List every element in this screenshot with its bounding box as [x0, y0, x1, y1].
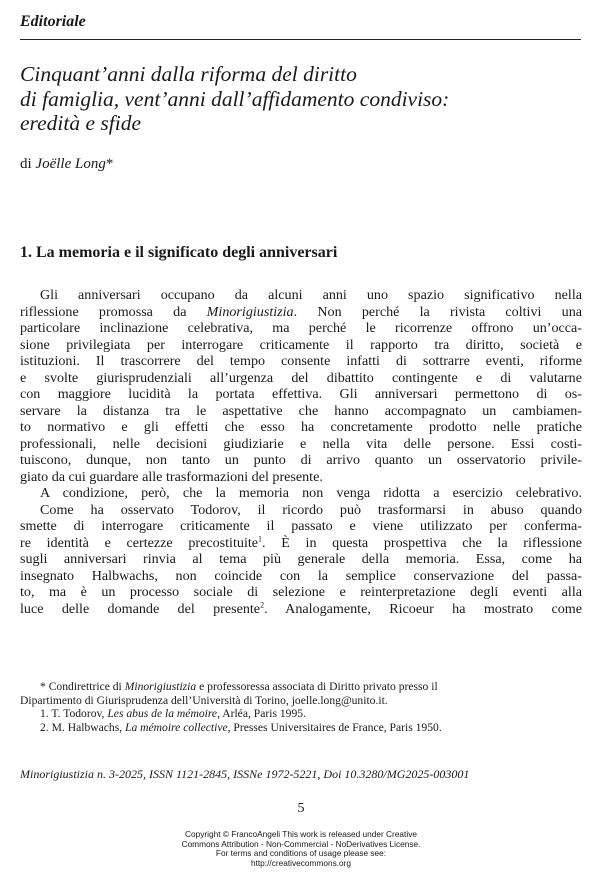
italic-text: La mémoire collective	[125, 720, 228, 734]
body-line	[20, 551, 582, 568]
text-run: sione privilegiata per interrogare criticamente il rapporto tra diritto, società e	[20, 336, 582, 353]
header-rule	[20, 39, 581, 40]
page-number: 5	[297, 801, 305, 816]
article-title	[20, 62, 582, 136]
text-run: . Non perché la rivista coltivi una	[293, 303, 582, 320]
body-line	[20, 485, 582, 502]
text-run: e professoressa associata di Diritto privato presso il	[196, 680, 438, 693]
text-run: riflessione promossa da	[20, 303, 207, 320]
section-tag: Editoriale	[20, 13, 86, 30]
body-line	[20, 386, 582, 403]
body-line	[20, 518, 582, 535]
text-run: . È in questa prospettiva che la riflessione	[262, 534, 582, 551]
copyright-line: Copyright © FrancoAngeli This work is released under Creative	[185, 829, 417, 839]
text-run: sugli anniversari rinvia al tema più generale della memoria. Essa, come ha	[20, 551, 582, 567]
italic-text: Minorigiustizia	[206, 303, 294, 320]
text-run: A condizione, però, che la memoria non venga ridotta a esercizio celebrativo.	[40, 485, 582, 501]
copyright-line: For terms and conditions of usage please see:	[215, 848, 387, 859]
body-line	[20, 436, 582, 453]
body-line	[20, 403, 582, 420]
text-run: . Analogamente, Ricoeur ha mostrato come	[264, 600, 583, 617]
author-line	[20, 156, 113, 173]
text-run: luce delle domande del presente	[20, 600, 261, 617]
body-line	[20, 502, 582, 519]
text-run: insegnato Halbwachs, non coincide con la semplice conservazione del passa-	[20, 567, 582, 584]
copyright-line: http://creativecommons.org	[250, 857, 352, 868]
section-heading: 1. La memoria e il significato degli anniversari	[20, 244, 338, 261]
author-name: Joëlle Long	[35, 156, 106, 172]
text-run: smette di interrogare criticamente il passato e viene utilizzato per conferma-	[20, 518, 582, 534]
text-run: professionali, nelle decisioni giudiziarie e nella vita delle persone. Essi costi-	[20, 435, 582, 452]
text-run: Dipartimento di Giurisprudenza dell’Università di Torino, joelle.long@unito.it.	[20, 693, 388, 707]
text-run: e svolte giurisprudenziali all’urgenza del dibattito contingente e di valutarne	[20, 369, 582, 386]
body-line	[20, 584, 582, 601]
body-line	[20, 568, 582, 585]
text-run: , Presses Universitaires de France, Paris 1950.	[227, 720, 442, 734]
text-run: tuiscono, dunque, non tanto un punto di arrivo quanto un osservatorio privile-	[20, 452, 582, 468]
body-line	[20, 469, 582, 486]
body-line	[20, 353, 582, 370]
footnotes	[20, 680, 582, 734]
body-line	[20, 304, 582, 321]
body-line	[20, 370, 582, 387]
journal-citation: Minorigiustizia n. 3-2025, ISSN 1121-2845, ISSNe 1972-5221, Doi 10.3280/MG2025-003001	[20, 767, 470, 781]
footnote-line	[20, 707, 582, 721]
title-line: eredità e sfide	[20, 111, 142, 135]
text-run: Come ha osservato Todorov, il ricordo può trasformarsi in abuso quando	[40, 501, 582, 518]
footnote-reference: 2	[260, 599, 265, 609]
copyright-line: Commons Attribution - Non-Commercial - NoDerivatives License.	[181, 838, 421, 849]
text-run: 1. T. Todorov,	[40, 707, 108, 721]
body-text	[20, 287, 582, 617]
title-line: Cinquant’anni dalla riforma del diritto	[20, 62, 357, 86]
footnote-reference: 1	[258, 533, 263, 543]
text-run: * Condirettrice di	[40, 680, 125, 693]
body-line	[20, 337, 582, 354]
text-run: istituzioni. Il trascorrere del tempo consente infatti di sottrarre eventi, riforme	[20, 353, 582, 369]
body-line	[20, 287, 582, 304]
italic-text: Minorigiustizia	[124, 680, 197, 693]
copyright-notice	[20, 830, 582, 868]
body-line	[20, 452, 582, 469]
text-run: giato da cui guardare alle trasformazioni del presente.	[20, 468, 323, 485]
body-line	[20, 419, 582, 436]
italic-text: Les abus de la mémoire	[107, 707, 218, 721]
body-line	[20, 320, 582, 337]
text-run: re identità e certezze precostituite	[20, 534, 259, 551]
footnote-line	[20, 721, 582, 735]
footnote-line	[20, 680, 582, 694]
author-prefix: di	[20, 156, 32, 172]
footnote-line	[20, 694, 582, 708]
text-run: con maggiore lucidità la portata effettiva. Gli anniversari permettono di os-	[20, 386, 582, 402]
text-run: particolare inclinazione celebrativa, ma perché le ricorrenze offrono un’occa-	[20, 320, 582, 336]
text-run: , Arléa, Paris 1995.	[217, 707, 306, 721]
title-line: di famiglia, vent’anni dall’affidamento condiviso:	[20, 86, 450, 111]
author-footnote-mark: *	[105, 156, 114, 172]
text-run: servare la distanza tra le aspettative che hanno accompagnato un cambiamen-	[20, 402, 582, 419]
text-run: to, ma è un processo sociale di selezione e reinterpretazione degli eventi alla	[20, 584, 582, 600]
body-line	[20, 601, 582, 618]
text-run: 2. M. Halbwachs,	[40, 720, 126, 734]
body-line	[20, 535, 582, 552]
text-run: to normativo e gli effetti che esso ha concretamente prodotto nelle pratiche	[20, 419, 582, 435]
text-run: Gli anniversari occupano da alcuni anni uno spazio significativo nella	[40, 287, 582, 303]
